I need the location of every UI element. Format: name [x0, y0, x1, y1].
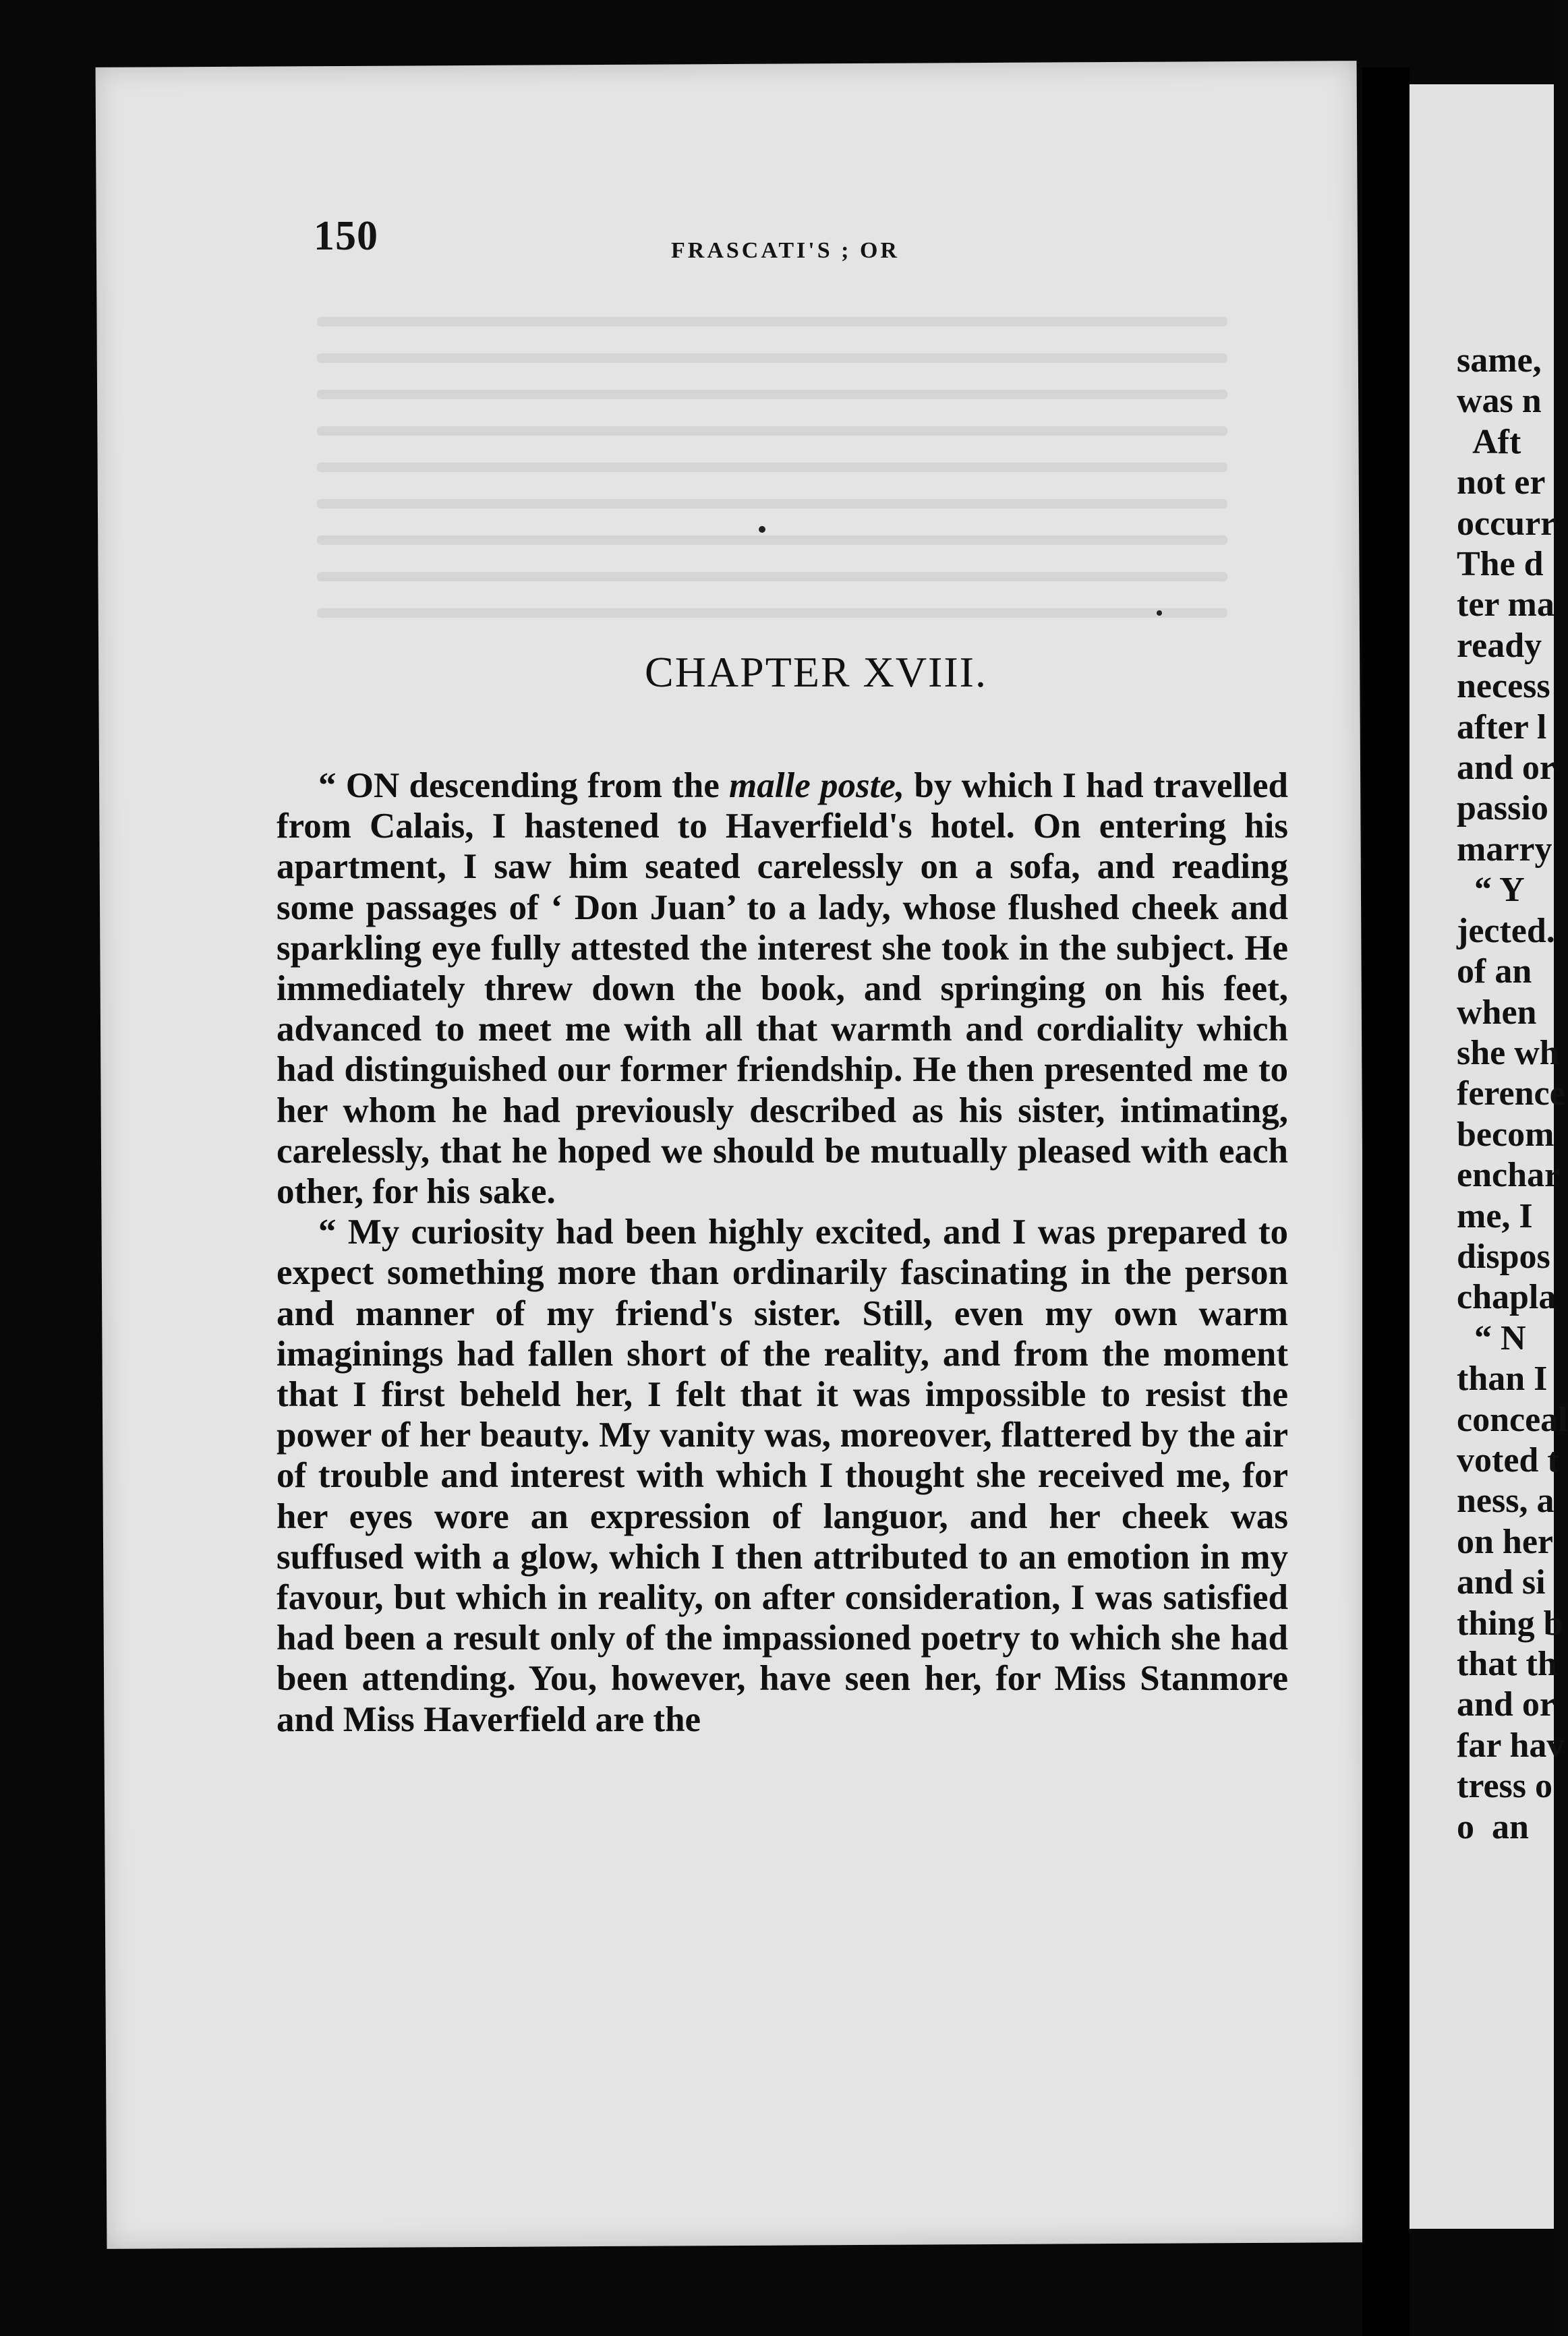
- ink-speck: [1157, 610, 1162, 616]
- paragraph: [277, 765, 1288, 1212]
- facing-page-text: [1457, 341, 1568, 1848]
- running-head: FRASCATI'S ; OR: [671, 238, 900, 263]
- facing-page-line: when: [1457, 993, 1537, 1032]
- facing-page-line: was n: [1457, 382, 1542, 421]
- facing-page-line: jected.: [1457, 911, 1555, 950]
- facing-page-line: than I: [1457, 1360, 1548, 1399]
- facing-page-line: necess: [1457, 667, 1550, 706]
- facing-page-line: after l: [1457, 707, 1547, 747]
- facing-page-line: chapla: [1457, 1278, 1557, 1317]
- facing-page-line: ter ma: [1457, 585, 1555, 624]
- facing-page-line: o an: [1457, 1807, 1529, 1846]
- facing-page-line: me, I: [1457, 1196, 1533, 1235]
- facing-page-line: same,: [1457, 341, 1542, 380]
- ink-speck: [759, 526, 765, 533]
- book-gutter: [1362, 67, 1410, 2336]
- facing-page-line: she wh: [1457, 1033, 1559, 1072]
- paragraph: [277, 1212, 1288, 1740]
- facing-page-line: occurr: [1457, 504, 1557, 543]
- facing-page-line: on her: [1457, 1522, 1553, 1561]
- facing-page-line: becom: [1457, 1115, 1555, 1154]
- facing-page-line: thing b: [1457, 1604, 1563, 1643]
- facing-page-line: of an: [1457, 952, 1532, 991]
- facing-page-line: tress o: [1457, 1767, 1553, 1806]
- facing-page-line: marry: [1457, 829, 1552, 869]
- facing-page-line: not er: [1457, 463, 1546, 502]
- page-header: [209, 152, 1221, 263]
- facing-page-line: and or: [1457, 1685, 1555, 1724]
- italic-phrase: malle poste,: [729, 766, 905, 805]
- facing-page-line: ness, a: [1457, 1482, 1555, 1521]
- facing-page-line: “ Y: [1457, 871, 1525, 910]
- facing-page-line: voted t: [1457, 1440, 1559, 1480]
- facing-page-line: that th: [1457, 1645, 1557, 1683]
- page-number: 150: [314, 213, 378, 259]
- facing-page-line: far hav: [1457, 1726, 1565, 1765]
- facing-page-line: enchar: [1457, 1156, 1561, 1195]
- facing-page-line: The d: [1457, 545, 1544, 584]
- facing-page-line: Aft: [1457, 422, 1521, 461]
- facing-page-line: ference: [1457, 1074, 1565, 1113]
- facing-page-line: dispos: [1457, 1237, 1550, 1276]
- facing-page-line: conceal: [1457, 1400, 1568, 1439]
- paragraph-text: by which I had travelled from Calais, I hastened to Haverfield's hotel. On entering his apartment, I saw him seated carelessly on a sofa, and reading some passages of ‘ Don Juan’ to a lady, whose flushed cheek and sparkling eye fully attested the interest she took in the subject. He immediately threw down the book, and springing on his feet, advanced to meet me with all that warmth and cordiality which had distinguished our former friendship. He then presented me to her whom he had previously described as his sister, intimating, carelessly, that he hoped we should be mutually pleased with each other, for his sake.: [277, 766, 1289, 1212]
- paragraph-text: “ ON descending from the: [318, 766, 730, 805]
- facing-page-line: and or: [1457, 749, 1555, 788]
- paragraph-text: “ My curiosity had been highly excited, and I was prepared to expect something more than ordinarily fascinating in the person and manner of my friend's sister. Still, even my own warm imaginings had fallen short of the reality, and from the moment that I first beheld her, I felt that it was impossible to resist the power of her beauty. My vanity was, moreover, flattered by the air of trouble and interest with which I thought she received me, for her eyes wore an expression of languor, and her cheek was suffused with a glow, which I then attributed to an emotion in my favour, but which in reality, on after consideration, I was satisfied had been a result only of the impassioned poetry to which she had been attending. You, however, have seen her, for Miss Stanmore and Miss Haverfield are the: [277, 1213, 1288, 1739]
- body-text: [277, 765, 1288, 1740]
- facing-page-line: ready: [1457, 626, 1542, 665]
- facing-page-line: “ N: [1457, 1318, 1526, 1357]
- facing-page-line: and si: [1457, 1563, 1546, 1602]
- chapter-title: CHAPTER XVIII.: [645, 648, 987, 696]
- facing-page-line: passio: [1457, 789, 1548, 828]
